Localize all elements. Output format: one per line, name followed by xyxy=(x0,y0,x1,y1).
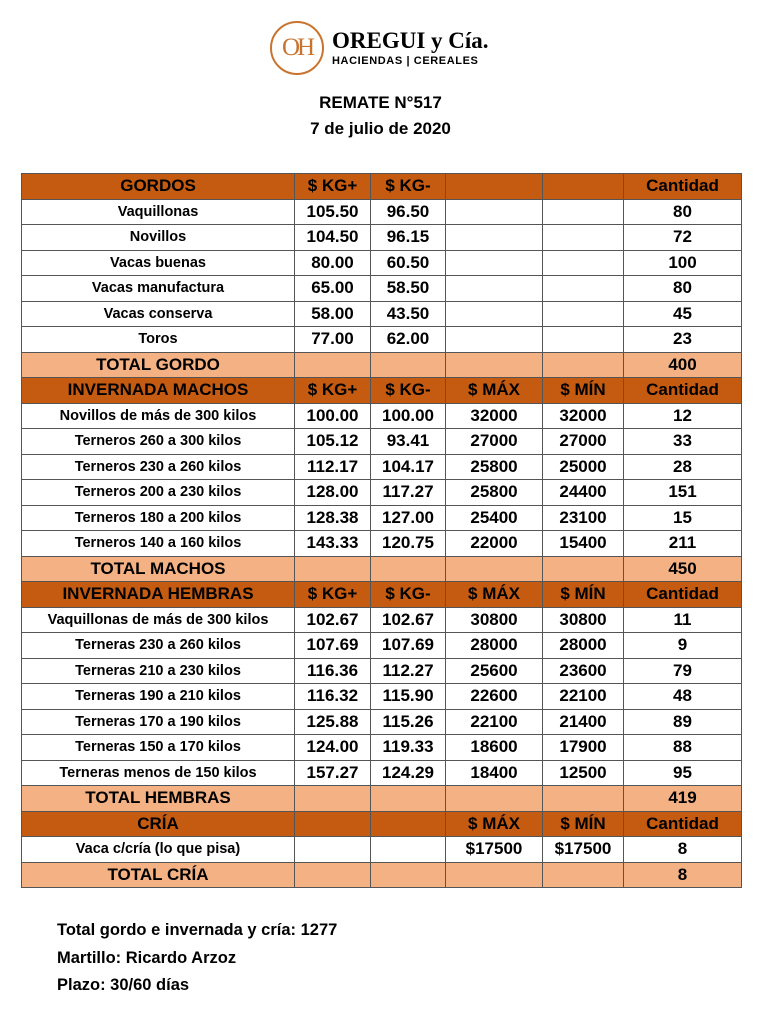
table-cell xyxy=(446,225,543,251)
table-cell: 58.50 xyxy=(371,276,446,302)
table-cell xyxy=(543,556,624,582)
table-cell: $ KG+ xyxy=(295,174,371,200)
section-total-row xyxy=(22,862,742,888)
company-name: OREGUI y Cía. xyxy=(332,28,489,53)
table-cell: 48 xyxy=(624,684,742,710)
table-row xyxy=(22,505,742,531)
table-cell: 15400 xyxy=(543,531,624,557)
table-cell: 116.32 xyxy=(295,684,371,710)
table-cell: 28 xyxy=(624,454,742,480)
row-label: Terneros 180 a 200 kilos xyxy=(22,505,295,531)
table-row xyxy=(22,837,742,863)
table-row xyxy=(22,607,742,633)
table-cell xyxy=(543,301,624,327)
table-cell xyxy=(295,837,371,863)
table-cell: 25400 xyxy=(446,505,543,531)
table-cell xyxy=(543,862,624,888)
table-cell: 100.00 xyxy=(371,403,446,429)
row-label: TOTAL GORDO xyxy=(22,352,295,378)
table-cell xyxy=(446,352,543,378)
table-cell: 8 xyxy=(624,862,742,888)
table-cell: Cantidad xyxy=(624,582,742,608)
table-cell xyxy=(543,250,624,276)
table-row xyxy=(22,709,742,735)
table-cell: 25800 xyxy=(446,454,543,480)
table-cell xyxy=(446,301,543,327)
table-cell: 211 xyxy=(624,531,742,557)
table-cell: 58.00 xyxy=(295,301,371,327)
table-cell: 157.27 xyxy=(295,760,371,786)
row-label: Vaquillonas xyxy=(22,199,295,225)
footer-terms: Plazo: 30/60 días xyxy=(57,976,190,994)
table-cell: 107.69 xyxy=(371,633,446,659)
table-cell: $ KG+ xyxy=(295,582,371,608)
table-cell: 28000 xyxy=(543,633,624,659)
table-cell: 112.17 xyxy=(295,454,371,480)
row-label: Terneros 230 a 260 kilos xyxy=(22,454,295,480)
table-cell: 45 xyxy=(624,301,742,327)
table-cell: $17500 xyxy=(543,837,624,863)
table-cell: 93.41 xyxy=(371,429,446,455)
table-row xyxy=(22,199,742,225)
row-label: Terneras 210 a 230 kilos xyxy=(22,658,295,684)
table-cell: 32000 xyxy=(543,403,624,429)
row-label: CRÍA xyxy=(22,811,295,837)
row-label: Vaquillonas de más de 300 kilos xyxy=(22,607,295,633)
table-cell: 72 xyxy=(624,225,742,251)
table-cell: 27000 xyxy=(446,429,543,455)
table-cell: 105.50 xyxy=(295,199,371,225)
section-total-row xyxy=(22,786,742,812)
table-cell xyxy=(543,786,624,812)
row-label: TOTAL HEMBRAS xyxy=(22,786,295,812)
table-cell xyxy=(371,811,446,837)
table-cell: 60.50 xyxy=(371,250,446,276)
table-cell: 22000 xyxy=(446,531,543,557)
table-cell xyxy=(446,862,543,888)
table-cell: 8 xyxy=(624,837,742,863)
table-cell: $ KG- xyxy=(371,174,446,200)
table-cell: 17900 xyxy=(543,735,624,761)
section-header-row xyxy=(22,811,742,837)
table-cell: 25600 xyxy=(446,658,543,684)
company-subtitle: HACIENDAS | CEREALES xyxy=(332,55,479,67)
table-cell: $ MÁX xyxy=(446,582,543,608)
table-cell: 22100 xyxy=(446,709,543,735)
table-cell: 124.29 xyxy=(371,760,446,786)
row-label: GORDOS xyxy=(22,174,295,200)
table-cell: 419 xyxy=(624,786,742,812)
row-label: Vacas buenas xyxy=(22,250,295,276)
table-cell xyxy=(543,199,624,225)
row-label: Terneros 200 a 230 kilos xyxy=(22,480,295,506)
table-cell xyxy=(371,862,446,888)
table-cell: $17500 xyxy=(446,837,543,863)
table-cell xyxy=(446,786,543,812)
table-row xyxy=(22,735,742,761)
table-cell: $ MÁX xyxy=(446,811,543,837)
table-cell: 43.50 xyxy=(371,301,446,327)
table-cell: 18400 xyxy=(446,760,543,786)
section-header-row xyxy=(22,582,742,608)
table-cell xyxy=(371,352,446,378)
logo-mark: OH xyxy=(270,21,324,75)
row-label: Terneras 150 a 170 kilos xyxy=(22,735,295,761)
table-cell: 62.00 xyxy=(371,327,446,353)
table-cell xyxy=(371,556,446,582)
table-cell: 107.69 xyxy=(295,633,371,659)
table-cell: 117.27 xyxy=(371,480,446,506)
table-cell: 65.00 xyxy=(295,276,371,302)
table-cell: 102.67 xyxy=(295,607,371,633)
table-row xyxy=(22,276,742,302)
table-row xyxy=(22,454,742,480)
table-cell: 143.33 xyxy=(295,531,371,557)
table-cell: $ MÍN xyxy=(543,582,624,608)
table-cell: 119.33 xyxy=(371,735,446,761)
table-row xyxy=(22,684,742,710)
auction-title: REMATE N°517 xyxy=(319,93,442,112)
logo-text xyxy=(332,29,489,67)
table-cell: 120.75 xyxy=(371,531,446,557)
company-logo xyxy=(270,20,489,76)
table-row xyxy=(22,480,742,506)
row-label: Toros xyxy=(22,327,295,353)
table-cell: 15 xyxy=(624,505,742,531)
table-cell: 128.00 xyxy=(295,480,371,506)
table-cell: 100 xyxy=(624,250,742,276)
table-cell: 28000 xyxy=(446,633,543,659)
table-cell: 88 xyxy=(624,735,742,761)
table-cell: $ MÍN xyxy=(543,811,624,837)
section-header-row xyxy=(22,378,742,404)
table-cell: 23 xyxy=(624,327,742,353)
table-cell xyxy=(295,862,371,888)
table-cell: 105.12 xyxy=(295,429,371,455)
row-label: TOTAL CRÍA xyxy=(22,862,295,888)
auction-date: 7 de julio de 2020 xyxy=(310,119,451,138)
table-cell: $ KG+ xyxy=(295,378,371,404)
table-cell xyxy=(446,327,543,353)
table-cell: $ MÍN xyxy=(543,378,624,404)
table-cell: 21400 xyxy=(543,709,624,735)
row-label: Terneras 190 a 210 kilos xyxy=(22,684,295,710)
table-row xyxy=(22,429,742,455)
row-label: Terneros 260 a 300 kilos xyxy=(22,429,295,455)
table-cell: 23100 xyxy=(543,505,624,531)
row-label: Vacas manufactura xyxy=(22,276,295,302)
table-cell: 22100 xyxy=(543,684,624,710)
table-cell: Cantidad xyxy=(624,811,742,837)
table-cell: 96.15 xyxy=(371,225,446,251)
auction-results-table xyxy=(21,173,742,888)
table-cell: $ KG- xyxy=(371,378,446,404)
table-cell: 80 xyxy=(624,199,742,225)
table-cell: 112.27 xyxy=(371,658,446,684)
table-row xyxy=(22,327,742,353)
table-cell xyxy=(295,352,371,378)
row-label: Vaca c/cría (lo que pisa) xyxy=(22,837,295,863)
row-label: Novillos de más de 300 kilos xyxy=(22,403,295,429)
table-cell: 115.26 xyxy=(371,709,446,735)
row-label: INVERNADA HEMBRAS xyxy=(22,582,295,608)
table-cell: 400 xyxy=(624,352,742,378)
table-cell: 95 xyxy=(624,760,742,786)
table-cell xyxy=(543,174,624,200)
footer-total: Total gordo e invernada y cría: 1277 xyxy=(57,921,338,939)
table-cell: 80 xyxy=(624,276,742,302)
table-cell: 32000 xyxy=(446,403,543,429)
table-cell: 30800 xyxy=(543,607,624,633)
table-cell xyxy=(446,556,543,582)
table-cell: 12 xyxy=(624,403,742,429)
table-cell: 124.00 xyxy=(295,735,371,761)
table-cell: 450 xyxy=(624,556,742,582)
row-label: Terneras menos de 150 kilos xyxy=(22,760,295,786)
table-cell xyxy=(295,786,371,812)
table-cell xyxy=(446,250,543,276)
section-total-row xyxy=(22,556,742,582)
row-label: Terneras 230 a 260 kilos xyxy=(22,633,295,659)
table-cell: 115.90 xyxy=(371,684,446,710)
table-row xyxy=(22,225,742,251)
table-cell: Cantidad xyxy=(624,378,742,404)
row-label: Vacas conserva xyxy=(22,301,295,327)
row-label: INVERNADA MACHOS xyxy=(22,378,295,404)
table-cell: 127.00 xyxy=(371,505,446,531)
table-cell: 100.00 xyxy=(295,403,371,429)
table-cell xyxy=(446,276,543,302)
table-row xyxy=(22,658,742,684)
table-cell: 9 xyxy=(624,633,742,659)
table-cell: 104.50 xyxy=(295,225,371,251)
row-label: Terneras 170 a 190 kilos xyxy=(22,709,295,735)
table-row xyxy=(22,760,742,786)
table-cell xyxy=(371,786,446,812)
table-cell: $ MÁX xyxy=(446,378,543,404)
table-cell xyxy=(446,199,543,225)
table-cell: 24400 xyxy=(543,480,624,506)
table-cell: 25800 xyxy=(446,480,543,506)
section-header-row xyxy=(22,174,742,200)
table-cell: 80.00 xyxy=(295,250,371,276)
table-cell xyxy=(543,327,624,353)
table-cell: 151 xyxy=(624,480,742,506)
table-cell: 25000 xyxy=(543,454,624,480)
table-cell: $ KG- xyxy=(371,582,446,608)
table-cell: 12500 xyxy=(543,760,624,786)
table-cell xyxy=(446,174,543,200)
table-cell: 27000 xyxy=(543,429,624,455)
table-cell: 128.38 xyxy=(295,505,371,531)
table-row xyxy=(22,403,742,429)
table-cell: 116.36 xyxy=(295,658,371,684)
table-cell: 104.17 xyxy=(371,454,446,480)
table-cell: 125.88 xyxy=(295,709,371,735)
table-cell: 89 xyxy=(624,709,742,735)
table-cell xyxy=(295,811,371,837)
table-cell: 18600 xyxy=(446,735,543,761)
table-cell xyxy=(295,556,371,582)
table-cell: 96.50 xyxy=(371,199,446,225)
table-cell xyxy=(543,352,624,378)
table-cell xyxy=(543,276,624,302)
table-cell xyxy=(371,837,446,863)
table-cell: 102.67 xyxy=(371,607,446,633)
table-cell: 23600 xyxy=(543,658,624,684)
section-total-row xyxy=(22,352,742,378)
table-cell xyxy=(543,225,624,251)
table-cell: 77.00 xyxy=(295,327,371,353)
footer-auctioneer: Martillo: Ricardo Arzoz xyxy=(57,949,237,967)
table-cell: 11 xyxy=(624,607,742,633)
table-cell: Cantidad xyxy=(624,174,742,200)
table-row xyxy=(22,531,742,557)
row-label: Terneros 140 a 160 kilos xyxy=(22,531,295,557)
table-row xyxy=(22,250,742,276)
table-row xyxy=(22,301,742,327)
table-cell: 30800 xyxy=(446,607,543,633)
table-cell: 22600 xyxy=(446,684,543,710)
row-label: Novillos xyxy=(22,225,295,251)
table-row xyxy=(22,633,742,659)
row-label: TOTAL MACHOS xyxy=(22,556,295,582)
table-cell: 79 xyxy=(624,658,742,684)
table-cell: 33 xyxy=(624,429,742,455)
